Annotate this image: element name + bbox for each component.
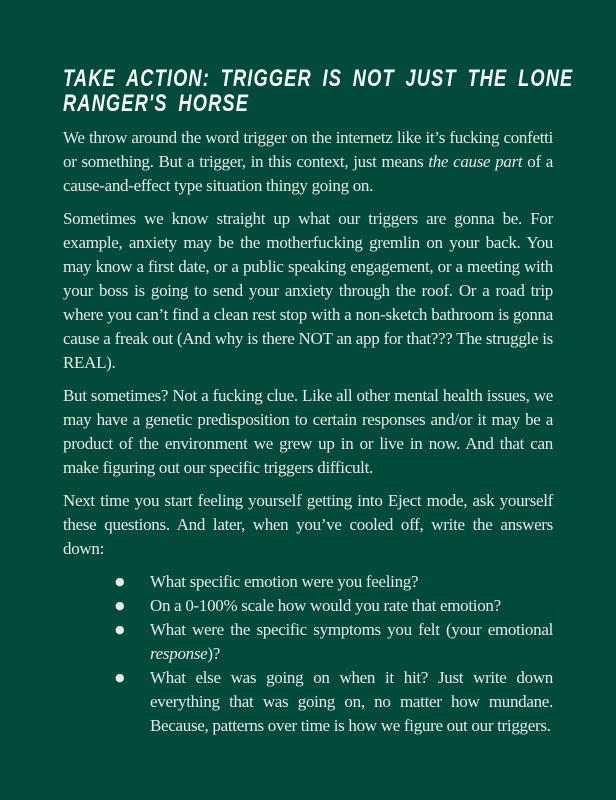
emphasized-text: response — [150, 644, 208, 663]
list-item-text: What else was going on when it hit? Just write down everything that was going on, no matter how mundane. Because, patterns over time is how we figure out our triggers. — [150, 668, 553, 735]
paragraph-instructions: Next time you start feeling yourself getting into Eject mode, ask yourself these questions. And later, when you’ve cooled off, write the answers down: — [63, 491, 553, 558]
bullet-icon: ● — [115, 623, 125, 636]
paragraph-trigger-definition — [63, 126, 553, 198]
list-item-text: On a 0-100% scale how would you rate that emotion? — [150, 596, 501, 615]
bullet-icon: ● — [115, 671, 125, 684]
bullet-icon: ● — [115, 575, 125, 588]
list-item-text: What were the specific symptoms you felt (your emotional — [150, 620, 553, 639]
emphasized-text: the cause part — [428, 152, 523, 171]
paragraph-text: We throw around the word trigger on the internetz like it’s fucking confetti or something. But a trigger, in this context, just means — [63, 128, 553, 171]
list-item — [63, 666, 553, 738]
section-heading-line-1: TAKE ACTION: TRIGGER IS NOT JUST THE LONE — [63, 65, 574, 92]
list-item — [63, 594, 553, 618]
paragraph-known-triggers: Sometimes we know straight up what our triggers are gonna be. For example, anxiety may be the motherfucking gremlin on your back. You may know a first date, or a public speaking engagement, or a meeting with your boss is going to send your anxiety through the roof. Or a road trip where you can’t find a clean rest stop with a non-sketch bathroom is gonna cause a freak out (And why is there NOT an app for that??? The struggle is REAL). — [63, 209, 553, 372]
list-item — [63, 618, 553, 666]
section-heading-line-2: RANGER'S HORSE — [63, 90, 249, 117]
list-item — [63, 570, 553, 594]
bullet-icon: ● — [115, 599, 125, 612]
list-item-text: )? — [207, 644, 221, 663]
section-heading — [63, 65, 574, 117]
paragraph-text: of a cause-and-effect type situation thingy going on. — [63, 152, 553, 195]
questions-list — [63, 570, 553, 738]
list-item-text: What specific emotion were you feeling? — [150, 572, 419, 591]
paragraph-unknown-triggers: But sometimes? Not a fucking clue. Like all other mental health issues, we may have a genetic predisposition to certain responses and/or it may be a product of the environment we grew up in or live in now. And that can make figuring out our specific triggers difficult. — [63, 386, 553, 477]
